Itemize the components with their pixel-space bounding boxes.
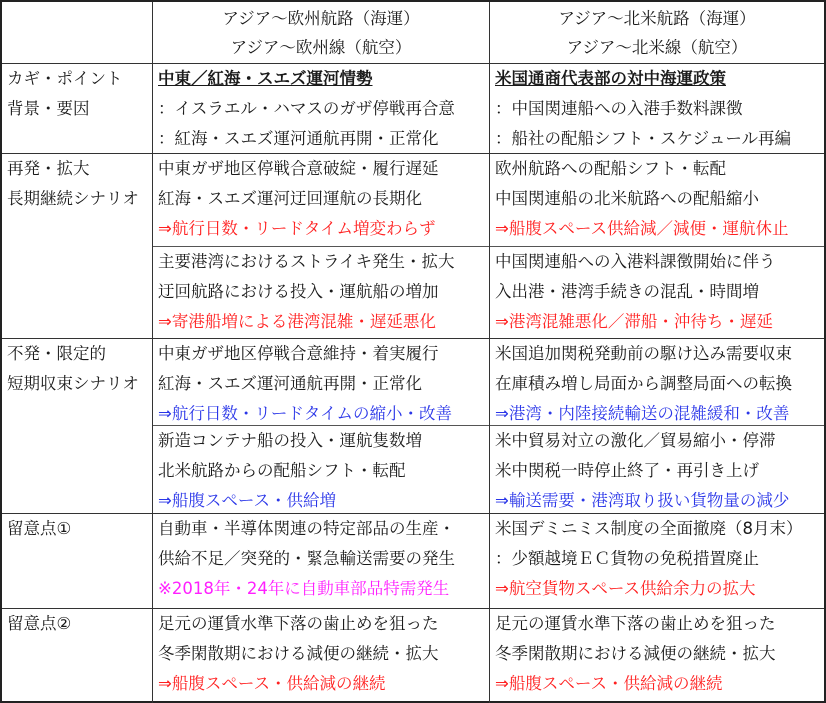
row-label-line: 長期継続シナリオ: [7, 189, 139, 208]
escalation-row: [2, 154, 824, 339]
key-point-detail: ：船社の配船シフト・スケジュール再編: [495, 129, 792, 148]
note-line: 足元の運賃水準下落の歯止めを狙った: [158, 614, 439, 633]
scenario-result-negative: ⇒船腹スペース供給減／減便・運航休止: [495, 219, 789, 238]
note1-row: [2, 514, 824, 609]
note1-europe: [153, 514, 490, 608]
scenario-line: 紅海・スエズ運河迂回運航の長期化: [158, 189, 422, 208]
scenario-block: [153, 339, 489, 426]
row-label-line: 留意点②: [7, 614, 72, 633]
note2-namerica: [490, 609, 824, 703]
row-label-line: 短期収束シナリオ: [7, 374, 139, 393]
note-result-negative: ⇒航空貨物スペース供給余力の拡大: [495, 579, 756, 598]
header-namerica: [490, 2, 824, 63]
scenario-result-positive: ⇒輸送需要・港湾取り扱い貨物量の減少: [495, 491, 790, 510]
scenario-block: [490, 154, 824, 247]
scenario-block: [153, 247, 489, 338]
note2-europe: [153, 609, 490, 703]
scenario-result-positive: ⇒航行日数・リードタイムの縮小・改善: [158, 404, 452, 423]
header-europe-sea: アジア～欧州航路（海運）: [222, 9, 420, 28]
row-label-line: カギ・ポイント: [7, 69, 123, 88]
scenario-line: 紅海・スエズ運河通航再開・正常化: [158, 374, 422, 393]
scenario-result-positive: ⇒船腹スペース・供給増: [158, 491, 337, 510]
scenario-line: 入出港・港湾手続きの混乱・時間増: [495, 282, 759, 301]
scenario-line: 主要港湾におけるストライキ発生・拡大: [158, 252, 455, 271]
note-result-negative: ⇒船腹スペース・供給減の継続: [158, 674, 386, 693]
key-point-detail: ：イスラエル・ハマスのガザ停戦再合意: [158, 99, 455, 118]
scenario-line: 新造コンテナ船の投入・運航隻数増: [158, 431, 422, 450]
escalation-label: [2, 154, 153, 338]
note1-label: [2, 514, 153, 608]
key-point-title: 中東／紅海・スエズ運河情勢: [158, 69, 373, 88]
escalation-europe: [153, 154, 490, 338]
note2-label: [2, 609, 153, 703]
note-line: 足元の運賃水準下落の歯止めを狙った: [495, 614, 776, 633]
scenario-line: 中国関連船の北米航路への配船縮小: [495, 189, 759, 208]
escalation-namerica: [490, 154, 824, 338]
scenario-line: 欧州航路への配船シフト・転配: [495, 159, 726, 178]
header-corner: [2, 2, 153, 63]
key-point-detail: ：紅海・スエズ運河通航再開・正常化: [158, 129, 439, 148]
header-europe-air: アジア～欧州線（航空）: [230, 38, 412, 57]
scenario-line: 米中関税一時停止終了・再引き上げ: [495, 461, 759, 480]
key-point-label: [2, 64, 153, 153]
scenario-block: [490, 339, 824, 426]
scenario-line: 中東ガザ地区停戦合意維持・着実履行: [158, 344, 439, 363]
header-namerica-sea: アジア～北米航路（海運）: [558, 9, 756, 28]
scenario-block: [153, 426, 489, 513]
note-line: 供給不足／突発的・緊急輸送需要の発生: [158, 549, 455, 568]
row-label-line: 不発・限定的: [7, 344, 106, 363]
key-point-title: 米国通商代表部の対中海運政策: [495, 69, 726, 88]
scenario-result-positive: ⇒港湾・内陸接続輸送の混雑緩和・改善: [495, 404, 790, 423]
note-annotation: ※2018年・24年に自動車部品特需発生: [158, 579, 450, 598]
header-row: [2, 2, 824, 64]
note-line: 冬季閑散期における減便の継続・拡大: [158, 644, 439, 663]
header-namerica-air: アジア～北米線（航空）: [566, 38, 748, 57]
key-point-europe: [153, 64, 490, 153]
row-label-line: 背景・要因: [7, 99, 90, 118]
note2-row: [2, 609, 824, 703]
note-line: 米国デミニミス制度の全面撤廃（8月末）: [495, 519, 803, 538]
header-europe: [153, 2, 490, 63]
scenario-line: 米中貿易対立の激化／貿易縮小・停滞: [495, 431, 776, 450]
note-line: ：少額越境ＥＣ貨物の免税措置廃止: [495, 549, 759, 568]
note-line: 冬季閑散期における減便の継続・拡大: [495, 644, 776, 663]
note-line: 自動車・半導体関連の特定部品の生産・: [158, 519, 455, 538]
scenario-line: 米国追加関税発動前の駆け込み需要収束: [495, 344, 792, 363]
key-point-detail: ：中国関連船への入港手数料課徴: [495, 99, 743, 118]
note-result-negative: ⇒船腹スペース・供給減の継続: [495, 674, 723, 693]
row-label-line: 再発・拡大: [7, 159, 90, 178]
scenario-line: 中国関連船への入港料課徴開始に伴う: [495, 252, 776, 271]
scenario-block: [490, 426, 824, 513]
scenario-result-negative: ⇒航行日数・リードタイム増変わらず: [158, 219, 436, 238]
note1-namerica: [490, 514, 824, 608]
key-point-namerica: [490, 64, 824, 153]
scenario-result-negative: ⇒寄港船増による港湾混雑・遅延悪化: [158, 312, 436, 331]
row-label-line: 留意点①: [7, 519, 72, 538]
limited-row: [2, 339, 824, 514]
limited-europe: [153, 339, 490, 513]
scenario-line: 中東ガザ地区停戦合意破綻・履行遅延: [158, 159, 439, 178]
limited-namerica: [490, 339, 824, 513]
scenario-block: [153, 154, 489, 247]
scenario-block: [490, 247, 824, 338]
limited-label: [2, 339, 153, 513]
key-point-row: [2, 64, 824, 154]
scenario-line: 北米航路からの配船シフト・転配: [158, 461, 406, 480]
scenario-line: 迂回航路における投入・運航船の増加: [158, 282, 439, 301]
scenario-line: 在庫積み増し局面から調整局面への転換: [495, 374, 792, 393]
scenario-result-negative: ⇒港湾混雑悪化／滞船・沖待ち・遅延: [495, 312, 773, 331]
